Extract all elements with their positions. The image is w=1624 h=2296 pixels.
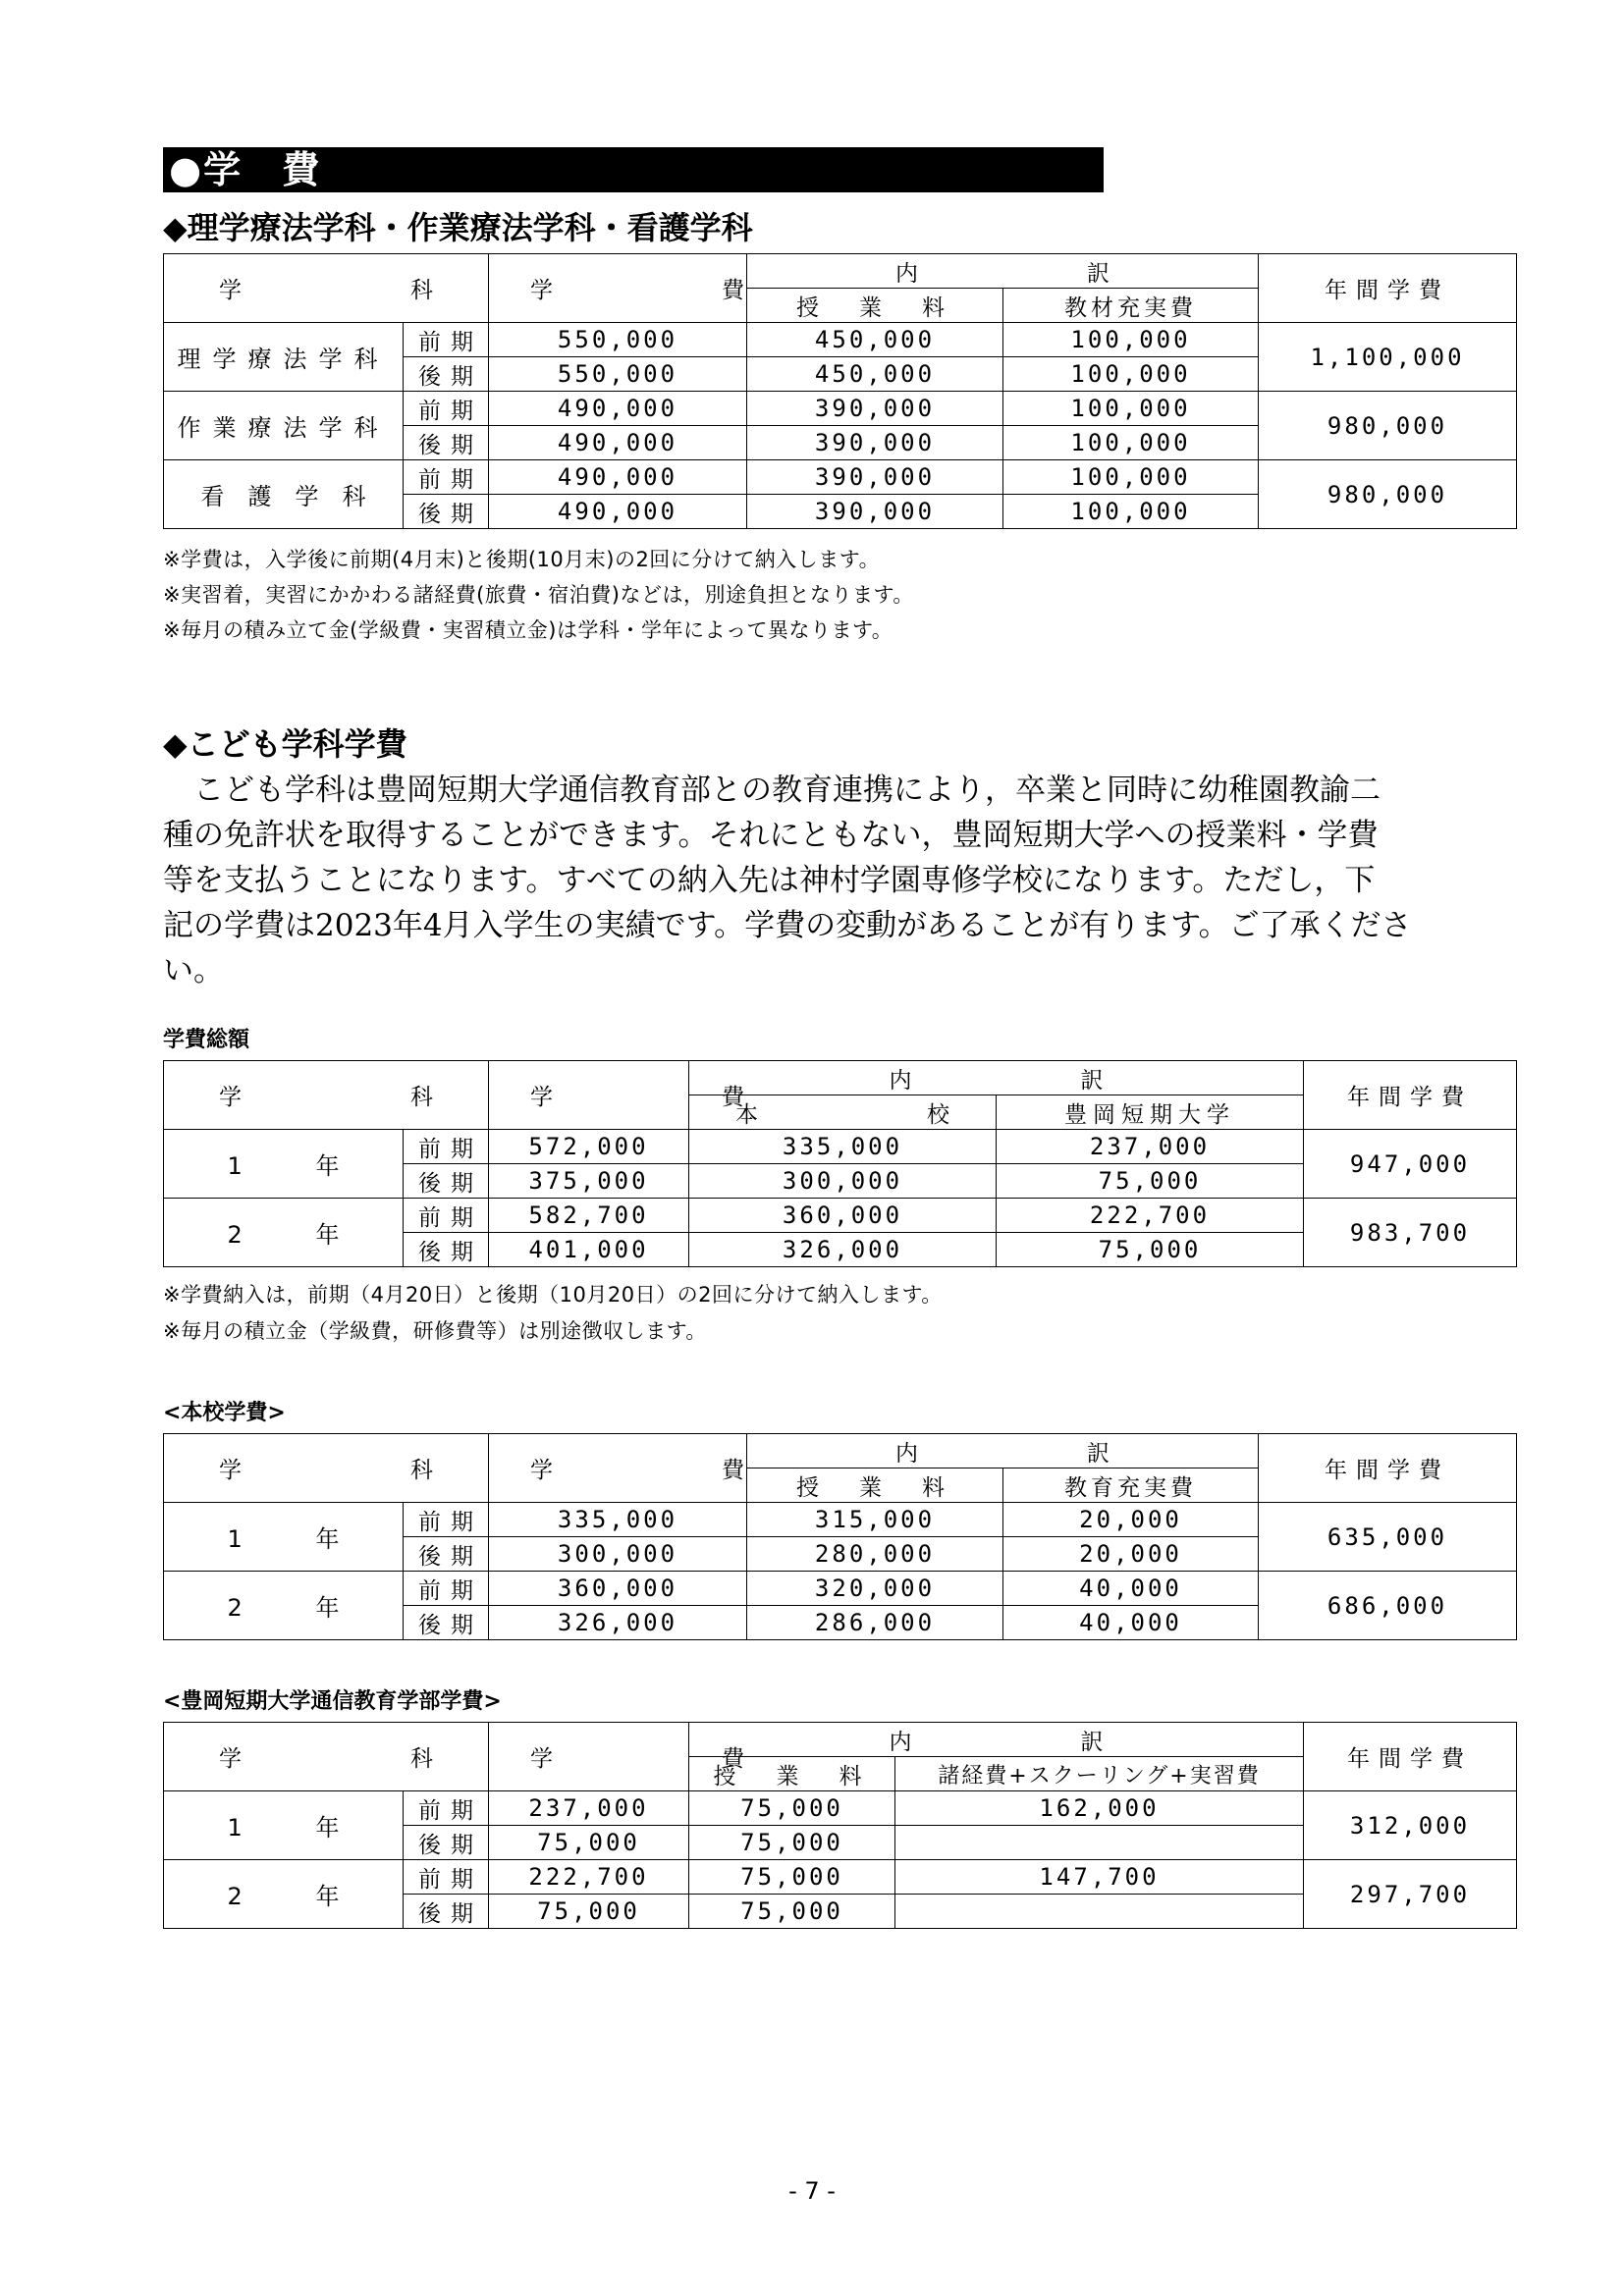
term: 前期	[404, 460, 489, 495]
paragraph-line: 等を支払うことになります。すべての納入先は神村学園専修学校になります。ただし，下	[163, 863, 1376, 898]
header-annual: 年間学費	[1259, 254, 1517, 323]
term: 後期	[404, 495, 489, 529]
year-number: 1	[227, 1525, 243, 1553]
table-main-school-fees	[163, 1433, 1517, 1640]
dept-nursing: 看 護 学 科	[164, 460, 404, 529]
toyooka: 75,000	[997, 1233, 1304, 1267]
paragraph-line: こども学科は豊岡短期大学通信教育部との教育連携により，卒業と同時に幼稚園教諭二	[163, 773, 1380, 808]
education: 20,000	[1003, 1537, 1259, 1572]
tuition: 75,000	[689, 1860, 895, 1895]
annual: 980,000	[1259, 460, 1517, 529]
year-cell	[164, 1199, 404, 1267]
header-breakdown: 内 訳	[747, 1434, 1259, 1468]
banner-char-2: 費	[282, 148, 322, 191]
table-toyooka-fees	[163, 1722, 1517, 1929]
section-banner	[163, 147, 1104, 192]
page-number: - 7 -	[788, 2177, 836, 2205]
note: ※学費は，入学後に前期(4月末)と後期(10月末)の2回に分けて納入します。	[163, 548, 881, 571]
misc: 162,000	[895, 1791, 1304, 1826]
tuition: 75,000	[689, 1791, 895, 1826]
annual: 947,000	[1304, 1130, 1517, 1199]
table-total-fees	[163, 1060, 1517, 1267]
year-number: 2	[227, 1883, 243, 1910]
term: 前期	[404, 1860, 489, 1895]
header-breakdown: 内 訳	[747, 254, 1259, 289]
materials: 100,000	[1003, 323, 1259, 357]
term: 前期	[404, 1572, 489, 1606]
annual: 983,700	[1304, 1199, 1517, 1267]
note: ※実習着，実習にかかわる諸経費(旅費・宿泊費)などは，別途負担となります。	[163, 583, 914, 607]
dept-ot: 作業療法学科	[164, 392, 404, 460]
year-unit: 年	[315, 1221, 340, 1249]
fee: 335,000	[489, 1503, 747, 1537]
header-tuition: 授 業 料	[747, 289, 1003, 323]
term: 前期	[404, 323, 489, 357]
misc	[895, 1826, 1304, 1860]
term: 前期	[404, 392, 489, 426]
header-fee: 学 費	[489, 254, 747, 323]
header-dept: 学 科	[164, 254, 489, 323]
year-unit: 年	[315, 1594, 340, 1622]
fee: 300,000	[489, 1537, 747, 1572]
header-main-school: 本 校	[689, 1095, 997, 1130]
header-annual: 年間学費	[1304, 1061, 1517, 1130]
term: 前期	[404, 1791, 489, 1826]
paragraph-line: 記の学費は2023年4月入学生の実績です。学費の変動があることが有ります。ご了承くださ	[163, 908, 1412, 943]
term: 後期	[404, 357, 489, 392]
banner-char-1: 学	[203, 148, 244, 191]
term: 後期	[404, 1233, 489, 1267]
annual: 297,700	[1304, 1860, 1517, 1929]
header-breakdown: 内 訳	[689, 1723, 1304, 1757]
fee: 490,000	[489, 495, 747, 529]
materials: 100,000	[1003, 357, 1259, 392]
year-number: 2	[227, 1594, 243, 1622]
fee: 490,000	[489, 426, 747, 460]
fee: 75,000	[489, 1826, 689, 1860]
dept-pt: 理学療法学科	[164, 323, 404, 392]
tuition: 450,000	[747, 323, 1003, 357]
paragraph-line: 種の免許状を取得することができます。それにともない，豊岡短期大学への授業料・学費	[163, 818, 1379, 853]
tuition: 75,000	[689, 1895, 895, 1929]
term: 後期	[404, 426, 489, 460]
table-nursing-rehab-fees	[163, 253, 1517, 529]
term: 後期	[404, 1606, 489, 1640]
main-school: 335,000	[689, 1130, 997, 1164]
tuition: 390,000	[747, 460, 1003, 495]
section1-heading: ◆理学療法学科・作業療法学科・看護学科	[163, 209, 753, 246]
materials: 100,000	[1003, 426, 1259, 460]
fee: 550,000	[489, 323, 747, 357]
materials: 100,000	[1003, 460, 1259, 495]
fee: 572,000	[489, 1130, 689, 1164]
note: ※学費納入は，前期（4月20日）と後期（10月20日）の2回に分けて納入します。	[163, 1283, 943, 1307]
year-cell	[164, 1860, 404, 1929]
tuition: 450,000	[747, 357, 1003, 392]
year-cell	[164, 1791, 404, 1860]
misc	[895, 1895, 1304, 1929]
fee: 222,700	[489, 1860, 689, 1895]
toyooka: 222,700	[997, 1199, 1304, 1233]
fee: 237,000	[489, 1791, 689, 1826]
header-misc: 諸経費+スクーリング+実習費	[895, 1757, 1304, 1791]
main-school: 326,000	[689, 1233, 997, 1267]
toyooka: 237,000	[997, 1130, 1304, 1164]
header-annual: 年間学費	[1259, 1434, 1517, 1503]
education: 40,000	[1003, 1606, 1259, 1640]
total-label: 学費総額	[163, 1028, 250, 1052]
tuition: 320,000	[747, 1572, 1003, 1606]
fee: 490,000	[489, 392, 747, 426]
header-tuition: 授 業 料	[747, 1468, 1003, 1503]
term: 前期	[404, 1503, 489, 1537]
note: ※毎月の積立金（学級費，研修費等）は別途徴収します。	[163, 1319, 707, 1343]
term: 後期	[404, 1164, 489, 1199]
annual: 980,000	[1259, 392, 1517, 460]
header-dept: 学 科	[164, 1061, 489, 1130]
tuition: 390,000	[747, 495, 1003, 529]
term: 前期	[404, 1199, 489, 1233]
fee: 75,000	[489, 1895, 689, 1929]
section2-heading: ◆こども学科学費	[163, 725, 407, 763]
year-unit: 年	[315, 1525, 340, 1553]
fee: 490,000	[489, 460, 747, 495]
annual: 686,000	[1259, 1572, 1517, 1640]
header-annual: 年間学費	[1304, 1723, 1517, 1791]
header-fee: 学 費	[489, 1434, 747, 1503]
toyooka: 75,000	[997, 1164, 1304, 1199]
fee: 375,000	[489, 1164, 689, 1199]
year-number: 1	[227, 1152, 243, 1180]
term: 後期	[404, 1826, 489, 1860]
header-toyooka: 豊岡短期大学	[997, 1095, 1304, 1130]
tuition: 280,000	[747, 1537, 1003, 1572]
fee: 550,000	[489, 357, 747, 392]
materials: 100,000	[1003, 495, 1259, 529]
header-dept: 学 科	[164, 1723, 489, 1791]
honko-label: <本校学費>	[163, 1401, 286, 1425]
annual: 312,000	[1304, 1791, 1517, 1860]
header-education: 教育充実費	[1003, 1468, 1259, 1503]
year-unit: 年	[315, 1152, 340, 1180]
tuition: 390,000	[747, 426, 1003, 460]
header-fee: 学 費	[489, 1723, 689, 1791]
section2-paragraph	[163, 768, 1412, 993]
term: 後期	[404, 1537, 489, 1572]
misc: 147,700	[895, 1860, 1304, 1895]
fee: 326,000	[489, 1606, 747, 1640]
year-cell	[164, 1130, 404, 1199]
header-breakdown: 内 訳	[689, 1061, 1304, 1095]
education: 40,000	[1003, 1572, 1259, 1606]
main-school: 360,000	[689, 1199, 997, 1233]
fee: 360,000	[489, 1572, 747, 1606]
header-materials: 教材充実費	[1003, 289, 1259, 323]
main-school: 300,000	[689, 1164, 997, 1199]
year-unit: 年	[315, 1814, 340, 1842]
year-cell	[164, 1572, 404, 1640]
header-fee: 学 費	[489, 1061, 689, 1130]
tuition: 315,000	[747, 1503, 1003, 1537]
annual: 635,000	[1259, 1503, 1517, 1572]
toyooka-label: <豊岡短期大学通信教育学部学費>	[163, 1689, 502, 1714]
year-unit: 年	[315, 1883, 340, 1910]
paragraph-line: い。	[163, 953, 224, 988]
fee: 582,700	[489, 1199, 689, 1233]
year-cell	[164, 1503, 404, 1572]
year-number: 1	[227, 1814, 243, 1842]
header-dept: 学 科	[164, 1434, 489, 1503]
fee: 401,000	[489, 1233, 689, 1267]
tuition: 75,000	[689, 1826, 895, 1860]
term: 後期	[404, 1895, 489, 1929]
annual: 1,100,000	[1259, 323, 1517, 392]
header-tuition: 授 業 料	[689, 1757, 895, 1791]
tuition: 286,000	[747, 1606, 1003, 1640]
tuition: 390,000	[747, 392, 1003, 426]
education: 20,000	[1003, 1503, 1259, 1537]
materials: 100,000	[1003, 392, 1259, 426]
term: 前期	[404, 1130, 489, 1164]
bullet-mark: ●	[169, 148, 204, 191]
year-number: 2	[227, 1221, 243, 1249]
note: ※毎月の積み立て金(学級費・実習積立金)は学科・学年によって異なります。	[163, 618, 893, 642]
